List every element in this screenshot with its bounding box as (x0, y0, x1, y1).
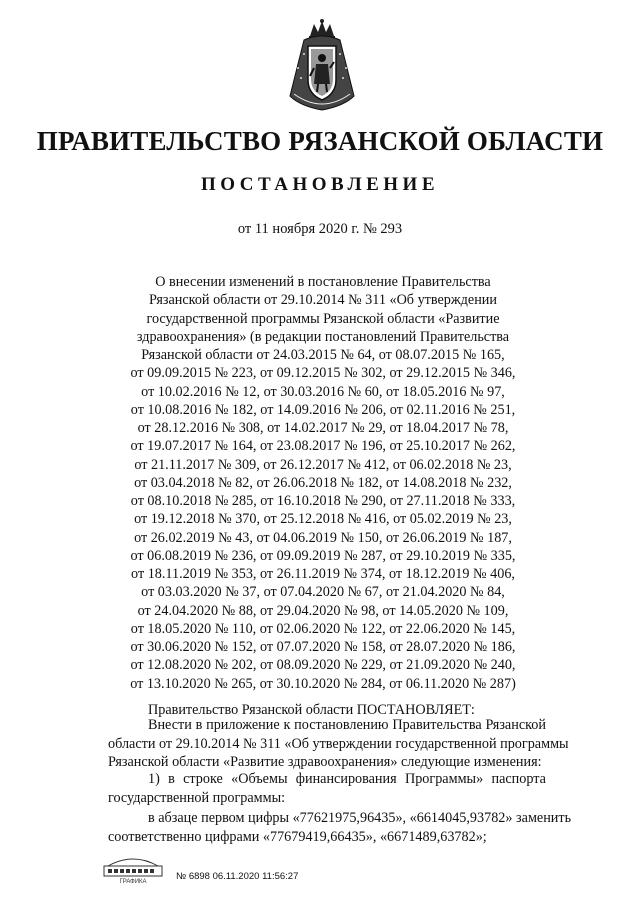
item1-word: финансирования (295, 771, 397, 787)
item-1-line-2: государственной программы: (108, 789, 286, 806)
print-shop-stamp (100, 852, 166, 886)
intro-word: к (283, 717, 291, 733)
intro-line-2: области от 29.10.2014 № 311 «Об утверждении государственной программы (108, 735, 569, 752)
intro-paragraph (108, 716, 569, 772)
stamp-text: ГРАФИКА (119, 879, 147, 885)
subject-line: от 12.08.2020 № 202, от 08.09.2020 № 229, от 21.09.2020 № 240, (130, 657, 516, 674)
subject-line: от 24.04.2020 № 88, от 29.04.2020 № 98, от 14.05.2020 № 109, (137, 602, 509, 619)
subject-line: от 03.03.2020 № 37, от 07.04.2020 № 67, от 21.04.2020 № 84, (141, 584, 505, 601)
subject-line: Рязанской области от 24.03.2015 № 64, от 08.07.2015 № 165, (141, 347, 505, 363)
item1-word: Программы» (404, 771, 484, 787)
intro-line-1 (108, 716, 546, 735)
item-1-line-1 (108, 770, 546, 789)
subject-line: Рязанской области от 29.10.2014 № 311 «Об утверждении (149, 292, 497, 309)
coat-of-arms-emblem (284, 18, 360, 114)
item-1-paragraph (108, 770, 546, 807)
subject-line: от 06.08.2019 № 236, от 09.09.2019 № 287, от 29.10.2019 № 335, (130, 547, 516, 564)
resolve-clause: Правительство Рязанской области ПОСТАНОВЛЯЕТ: (148, 702, 475, 718)
intro-line-3: Рязанской области «Развитие здравоохранения» следующие изменения: (108, 754, 542, 770)
item1-word: 1) (148, 771, 160, 787)
subject-line: от 10.02.2016 № 12, от 30.03.2016 № 60, от 18.05.2016 № 97, (141, 383, 505, 400)
intro-word: приложение (206, 717, 280, 733)
subject-line: от 19.07.2017 № 164, от 23.08.2017 № 196, от 25.10.2017 № 262, (130, 438, 516, 455)
item1-word: «Объемы (231, 771, 288, 787)
para-1-line-2: соответственно цифрами «77679419,66435», «6671489,63782»; (108, 828, 487, 845)
subject-line: от 03.04.2018 № 82, от 26.06.2018 № 182, от 14.08.2018 № 232, (134, 474, 512, 491)
subject-line: от 28.12.2016 № 308, от 14.02.2017 № 29, от 18.04.2017 № 78, (137, 420, 509, 436)
subject-line: от 08.10.2018 № 285, от 16.10.2018 № 290, от 27.11.2018 № 333, (130, 493, 516, 509)
subject-line: государственной программы Рязанской области «Развитие (146, 310, 500, 327)
item1-word: строке (183, 771, 223, 787)
item1-word: в (168, 771, 175, 787)
government-title: ПРАВИТЕЛЬСТВО РЯЗАНСКОЙ ОБЛАСТИ (36, 126, 604, 156)
subject-line: здравоохранения» (в редакции постановлений Правительства (136, 328, 510, 345)
subject-line: от 30.06.2020 № 152, от 07.07.2020 № 158, от 28.07.2020 № 186, (130, 639, 516, 655)
subject-line: от 18.11.2019 № 353, от 26.11.2019 № 374, от 18.12.2019 № 406, (131, 566, 515, 582)
intro-word: в (195, 717, 203, 733)
paragraph-first-figures (108, 809, 572, 846)
subject-line: от 10.08.2016 № 182, от 14.09.2016 № 206, от 02.11.2016 № 251, (130, 401, 516, 418)
subject-line: от 09.09.2015 № 223, от 09.12.2015 № 302, от 29.12.2015 № 346, (130, 365, 516, 382)
intro-word: Внести (148, 717, 192, 733)
intro-word: Рязанской (485, 717, 546, 733)
registration-number: № 6898 06.11.2020 11:56:27 (176, 871, 299, 882)
document-subject (108, 273, 538, 693)
document-type: ПОСТАНОВЛЕНИЕ (200, 174, 440, 195)
document-date: от 11 ноября 2020 г. № 293 (237, 221, 403, 237)
subject-line: от 21.11.2017 № 309, от 26.12.2017 № 412, от 06.02.2018 № 23, (134, 456, 512, 473)
subject-line: О внесении изменений в постановление Правительства (155, 274, 491, 290)
subject-line: от 13.10.2020 № 265, от 30.10.2020 № 284, от 06.11.2020 № 287) (130, 675, 516, 692)
subject-line: от 26.02.2019 № 43, от 04.06.2019 № 150, от 26.06.2019 № 187, (134, 529, 512, 546)
para-1-line-1: в абзаце первом цифры «77621975,96435», «6614045,93782» заменить (148, 810, 572, 826)
intro-word: постановлению (294, 717, 389, 733)
intro-word: Правительства (392, 717, 482, 733)
subject-line: от 19.12.2018 № 370, от 25.12.2018 № 416, от 05.02.2019 № 23, (134, 511, 512, 528)
item1-word: паспорта (491, 771, 546, 787)
subject-line: от 18.05.2020 № 110, от 02.06.2020 № 122, от 22.06.2020 № 145, (130, 620, 516, 637)
